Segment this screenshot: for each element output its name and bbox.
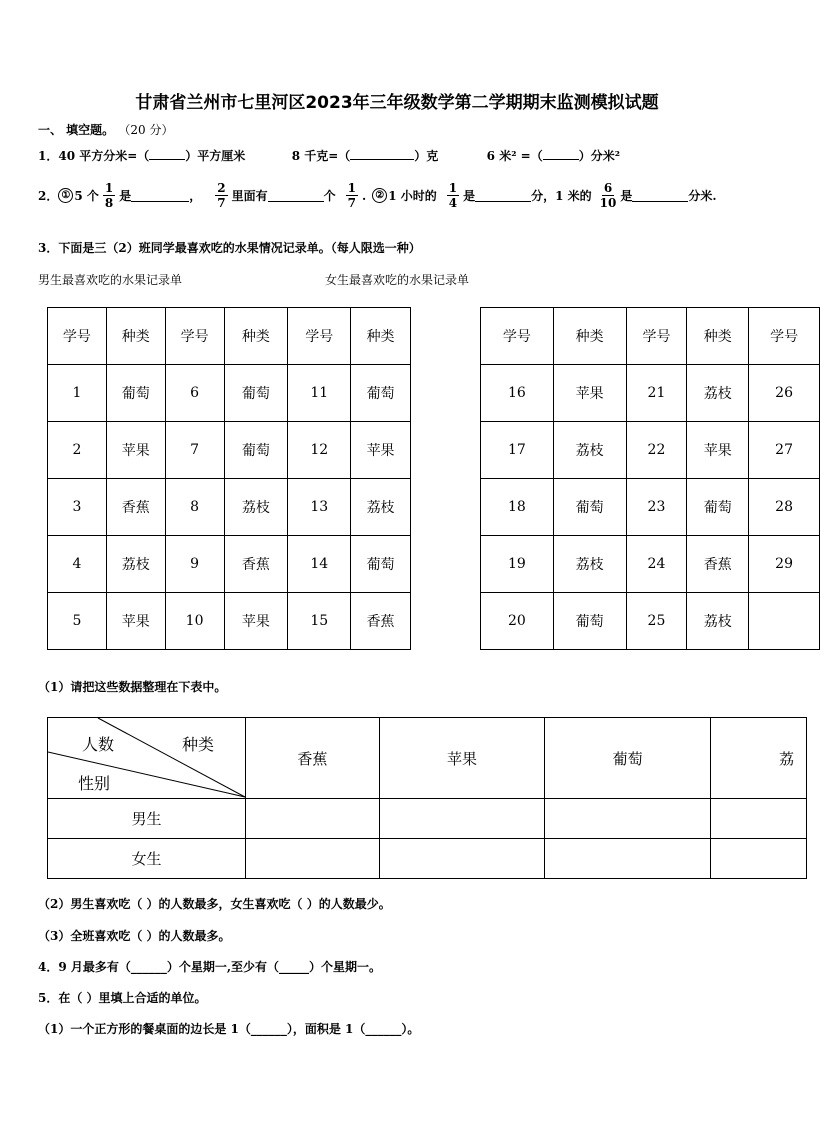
girls-cell: 葡萄 bbox=[553, 593, 626, 650]
q1-blank-b[interactable] bbox=[350, 147, 414, 160]
boys-cell: 荔枝 bbox=[224, 479, 288, 536]
summary-cell[interactable] bbox=[711, 799, 807, 839]
girls-cell: 24 bbox=[626, 536, 687, 593]
summary-cell[interactable] bbox=[379, 799, 545, 839]
girls-cell: 荔枝 bbox=[687, 593, 749, 650]
boys-cell: 葡萄 bbox=[224, 365, 288, 422]
girls-cell: 荔枝 bbox=[553, 536, 626, 593]
boys-cell: 葡萄 bbox=[351, 536, 411, 593]
girls-cell: 26 bbox=[749, 365, 820, 422]
girls-table-row bbox=[481, 365, 820, 422]
boys-cell: 10 bbox=[165, 593, 224, 650]
q2-text: 分米. bbox=[688, 189, 717, 203]
boys-cell: 苹果 bbox=[106, 593, 165, 650]
girls-cell: 17 bbox=[481, 422, 554, 479]
girls-cell: 荔枝 bbox=[687, 365, 749, 422]
summary-row-girls-label: 女生 bbox=[48, 839, 246, 879]
section-1-score: （20 分） bbox=[118, 123, 174, 137]
boys-header-cell: 学号 bbox=[165, 308, 224, 365]
q2-text: 5 个 bbox=[74, 189, 99, 203]
girls-cell: 21 bbox=[626, 365, 687, 422]
girls-cell: 20 bbox=[481, 593, 554, 650]
girls-header-cell: 种类 bbox=[553, 308, 626, 365]
q2-blank-4[interactable] bbox=[632, 189, 688, 202]
page-title: 甘肃省兰州市七里河区2023年三年级数学第二学期期末监测模拟试题 bbox=[135, 93, 659, 113]
girls-cell: 葡萄 bbox=[687, 479, 749, 536]
boys-cell: 葡萄 bbox=[106, 365, 165, 422]
q2-blank-3[interactable] bbox=[475, 189, 531, 202]
question-5: 5．在（ ）里填上合适的单位。 bbox=[38, 991, 207, 1005]
q2-text: 是 bbox=[463, 189, 476, 203]
girls-cell: 18 bbox=[481, 479, 554, 536]
question-3: 3．下面是三（2）班同学最喜欢吃的水果情况记录单。（每人限选一种） bbox=[38, 241, 421, 255]
boys-cell: 12 bbox=[288, 422, 351, 479]
question-3-sub-3: （3）全班喜欢吃（ ）的人数最多。 bbox=[38, 929, 231, 943]
girls-header-cell: 种类 bbox=[687, 308, 749, 365]
girls-cell: 葡萄 bbox=[553, 479, 626, 536]
boys-record-table bbox=[47, 307, 411, 650]
girls-record-table bbox=[480, 307, 820, 650]
q2-text: ， bbox=[189, 189, 202, 203]
boys-cell: 香蕉 bbox=[351, 593, 411, 650]
question-5-sub-1: （1）一个正方形的餐桌面的边长是 1（______），面积是 1（______）。 bbox=[38, 1022, 420, 1036]
boys-cell: 1 bbox=[48, 365, 107, 422]
q1-part-b: 8 千克=（ bbox=[291, 149, 351, 163]
girls-header-cell: 学号 bbox=[749, 308, 820, 365]
q2-text: 里面有 bbox=[231, 189, 268, 203]
summary-cell[interactable] bbox=[545, 799, 711, 839]
summary-cell[interactable] bbox=[246, 799, 380, 839]
question-4: 4．9 月最多有（______）个星期一,至少有（_____）个星期一。 bbox=[38, 960, 382, 974]
q2-text: 个 bbox=[323, 189, 336, 203]
q1-part-b-unit: ）克 bbox=[414, 149, 439, 163]
girls-table-row bbox=[481, 593, 820, 650]
boys-cell: 6 bbox=[165, 365, 224, 422]
summary-row-boys-label: 男生 bbox=[48, 799, 246, 839]
boys-header-cell: 种类 bbox=[224, 308, 288, 365]
boys-cell: 香蕉 bbox=[224, 536, 288, 593]
q1-part-c-unit: ）分米² bbox=[578, 149, 620, 163]
boys-cell: 3 bbox=[48, 479, 107, 536]
fraction-6-10: $\frac{6}{10}$ bbox=[599, 181, 617, 210]
boys-table-row bbox=[48, 593, 411, 650]
boys-cell: 4 bbox=[48, 536, 107, 593]
boys-cell: 葡萄 bbox=[224, 422, 288, 479]
q1-blank-a[interactable] bbox=[149, 147, 185, 160]
circled-two-icon: ② bbox=[372, 188, 387, 203]
boys-cell: 2 bbox=[48, 422, 107, 479]
girls-cell: 22 bbox=[626, 422, 687, 479]
boys-header-cell: 种类 bbox=[351, 308, 411, 365]
q2-text: 1 小时的 bbox=[388, 189, 437, 203]
girls-cell: 苹果 bbox=[687, 422, 749, 479]
boys-cell: 苹果 bbox=[106, 422, 165, 479]
girls-header-cell: 学号 bbox=[626, 308, 687, 365]
girls-cell: 25 bbox=[626, 593, 687, 650]
boys-cell: 5 bbox=[48, 593, 107, 650]
boys-cell: 葡萄 bbox=[351, 365, 411, 422]
boys-cell: 8 bbox=[165, 479, 224, 536]
boys-cell: 15 bbox=[288, 593, 351, 650]
boys-table-caption: 男生最喜欢吃的水果记录单 bbox=[38, 273, 183, 287]
boys-header-cell: 种类 bbox=[106, 308, 165, 365]
q1-part-a-unit: ）平方厘米 bbox=[185, 149, 246, 163]
fraction-1-4: $\frac{1}{4}$ bbox=[448, 181, 458, 210]
boys-header-cell: 学号 bbox=[48, 308, 107, 365]
boys-table-row bbox=[48, 365, 411, 422]
q2-blank-2[interactable] bbox=[268, 189, 324, 202]
summary-diagonal-header bbox=[48, 718, 246, 799]
summary-cell[interactable] bbox=[246, 839, 380, 879]
section-1-label: 一、 填空题。 bbox=[38, 123, 115, 137]
girls-cell: 27 bbox=[749, 422, 820, 479]
question-1 bbox=[38, 147, 620, 164]
question-3-sub-2: （2）男生喜欢吃（ ）的人数最多，女生喜欢吃（ ）的人数最少。 bbox=[38, 897, 391, 911]
q1-part-a: 1．40 平方分米=（ bbox=[38, 149, 150, 163]
q2-text: 分，1 米的 bbox=[531, 189, 592, 203]
summary-header-grape: 葡萄 bbox=[545, 718, 711, 799]
boys-cell: 9 bbox=[165, 536, 224, 593]
summary-cell[interactable] bbox=[711, 839, 807, 879]
section-1-heading bbox=[38, 121, 173, 138]
girls-cell: 荔枝 bbox=[553, 422, 626, 479]
fraction-2-7: $\frac{2}{7}$ bbox=[217, 181, 226, 210]
q2-text: 是 bbox=[620, 189, 633, 203]
diag-label-people: 人数 bbox=[82, 735, 115, 754]
girls-cell: 19 bbox=[481, 536, 554, 593]
girls-table-row bbox=[481, 479, 820, 536]
circled-one-icon: ① bbox=[58, 188, 73, 203]
girls-table-caption: 女生最喜欢吃的水果记录单 bbox=[325, 273, 470, 287]
q2-number: 2． bbox=[38, 189, 59, 203]
boys-cell: 11 bbox=[288, 365, 351, 422]
boys-cell: 苹果 bbox=[351, 422, 411, 479]
boys-cell: 苹果 bbox=[224, 593, 288, 650]
boys-cell: 14 bbox=[288, 536, 351, 593]
summary-cell[interactable] bbox=[545, 839, 711, 879]
q2-text: . bbox=[362, 188, 367, 203]
boys-table-row bbox=[48, 422, 411, 479]
boys-cell: 香蕉 bbox=[106, 479, 165, 536]
q1-part-c: 6 米² =（ bbox=[486, 149, 543, 163]
girls-cell: 29 bbox=[749, 536, 820, 593]
boys-header-cell: 学号 bbox=[288, 308, 351, 365]
boys-cell: 荔枝 bbox=[351, 479, 411, 536]
boys-table-row bbox=[48, 536, 411, 593]
boys-cell: 荔枝 bbox=[106, 536, 165, 593]
boys-table-row bbox=[48, 479, 411, 536]
summary-cell[interactable] bbox=[379, 839, 545, 879]
fraction-1-7: $\frac{1}{7}$ bbox=[347, 181, 357, 210]
summary-header-lychee: 荔 bbox=[711, 718, 807, 799]
q1-blank-c[interactable] bbox=[543, 147, 579, 160]
girls-header-cell: 学号 bbox=[481, 308, 554, 365]
diag-label-gender: 性别 bbox=[78, 774, 111, 793]
girls-cell: 23 bbox=[626, 479, 687, 536]
girls-cell: 28 bbox=[749, 479, 820, 536]
girls-table-row bbox=[481, 422, 820, 479]
girls-table-row bbox=[481, 536, 820, 593]
question-3-sub-1: （1）请把这些数据整理在下表中。 bbox=[38, 680, 227, 694]
girls-cell bbox=[749, 593, 820, 650]
diag-label-kind: 种类 bbox=[182, 735, 215, 754]
summary-header-apple: 苹果 bbox=[379, 718, 545, 799]
summary-header-banana: 香蕉 bbox=[246, 718, 380, 799]
question-2 bbox=[38, 181, 717, 210]
girls-cell: 香蕉 bbox=[687, 536, 749, 593]
boys-cell: 13 bbox=[288, 479, 351, 536]
girls-cell: 苹果 bbox=[553, 365, 626, 422]
girls-cell: 16 bbox=[481, 365, 554, 422]
fraction-1-8: $\frac{1}{8}$ bbox=[104, 181, 114, 210]
summary-table bbox=[47, 717, 807, 879]
q2-blank-1[interactable] bbox=[131, 189, 189, 202]
q2-text: 是 bbox=[119, 189, 132, 203]
boys-cell: 7 bbox=[165, 422, 224, 479]
